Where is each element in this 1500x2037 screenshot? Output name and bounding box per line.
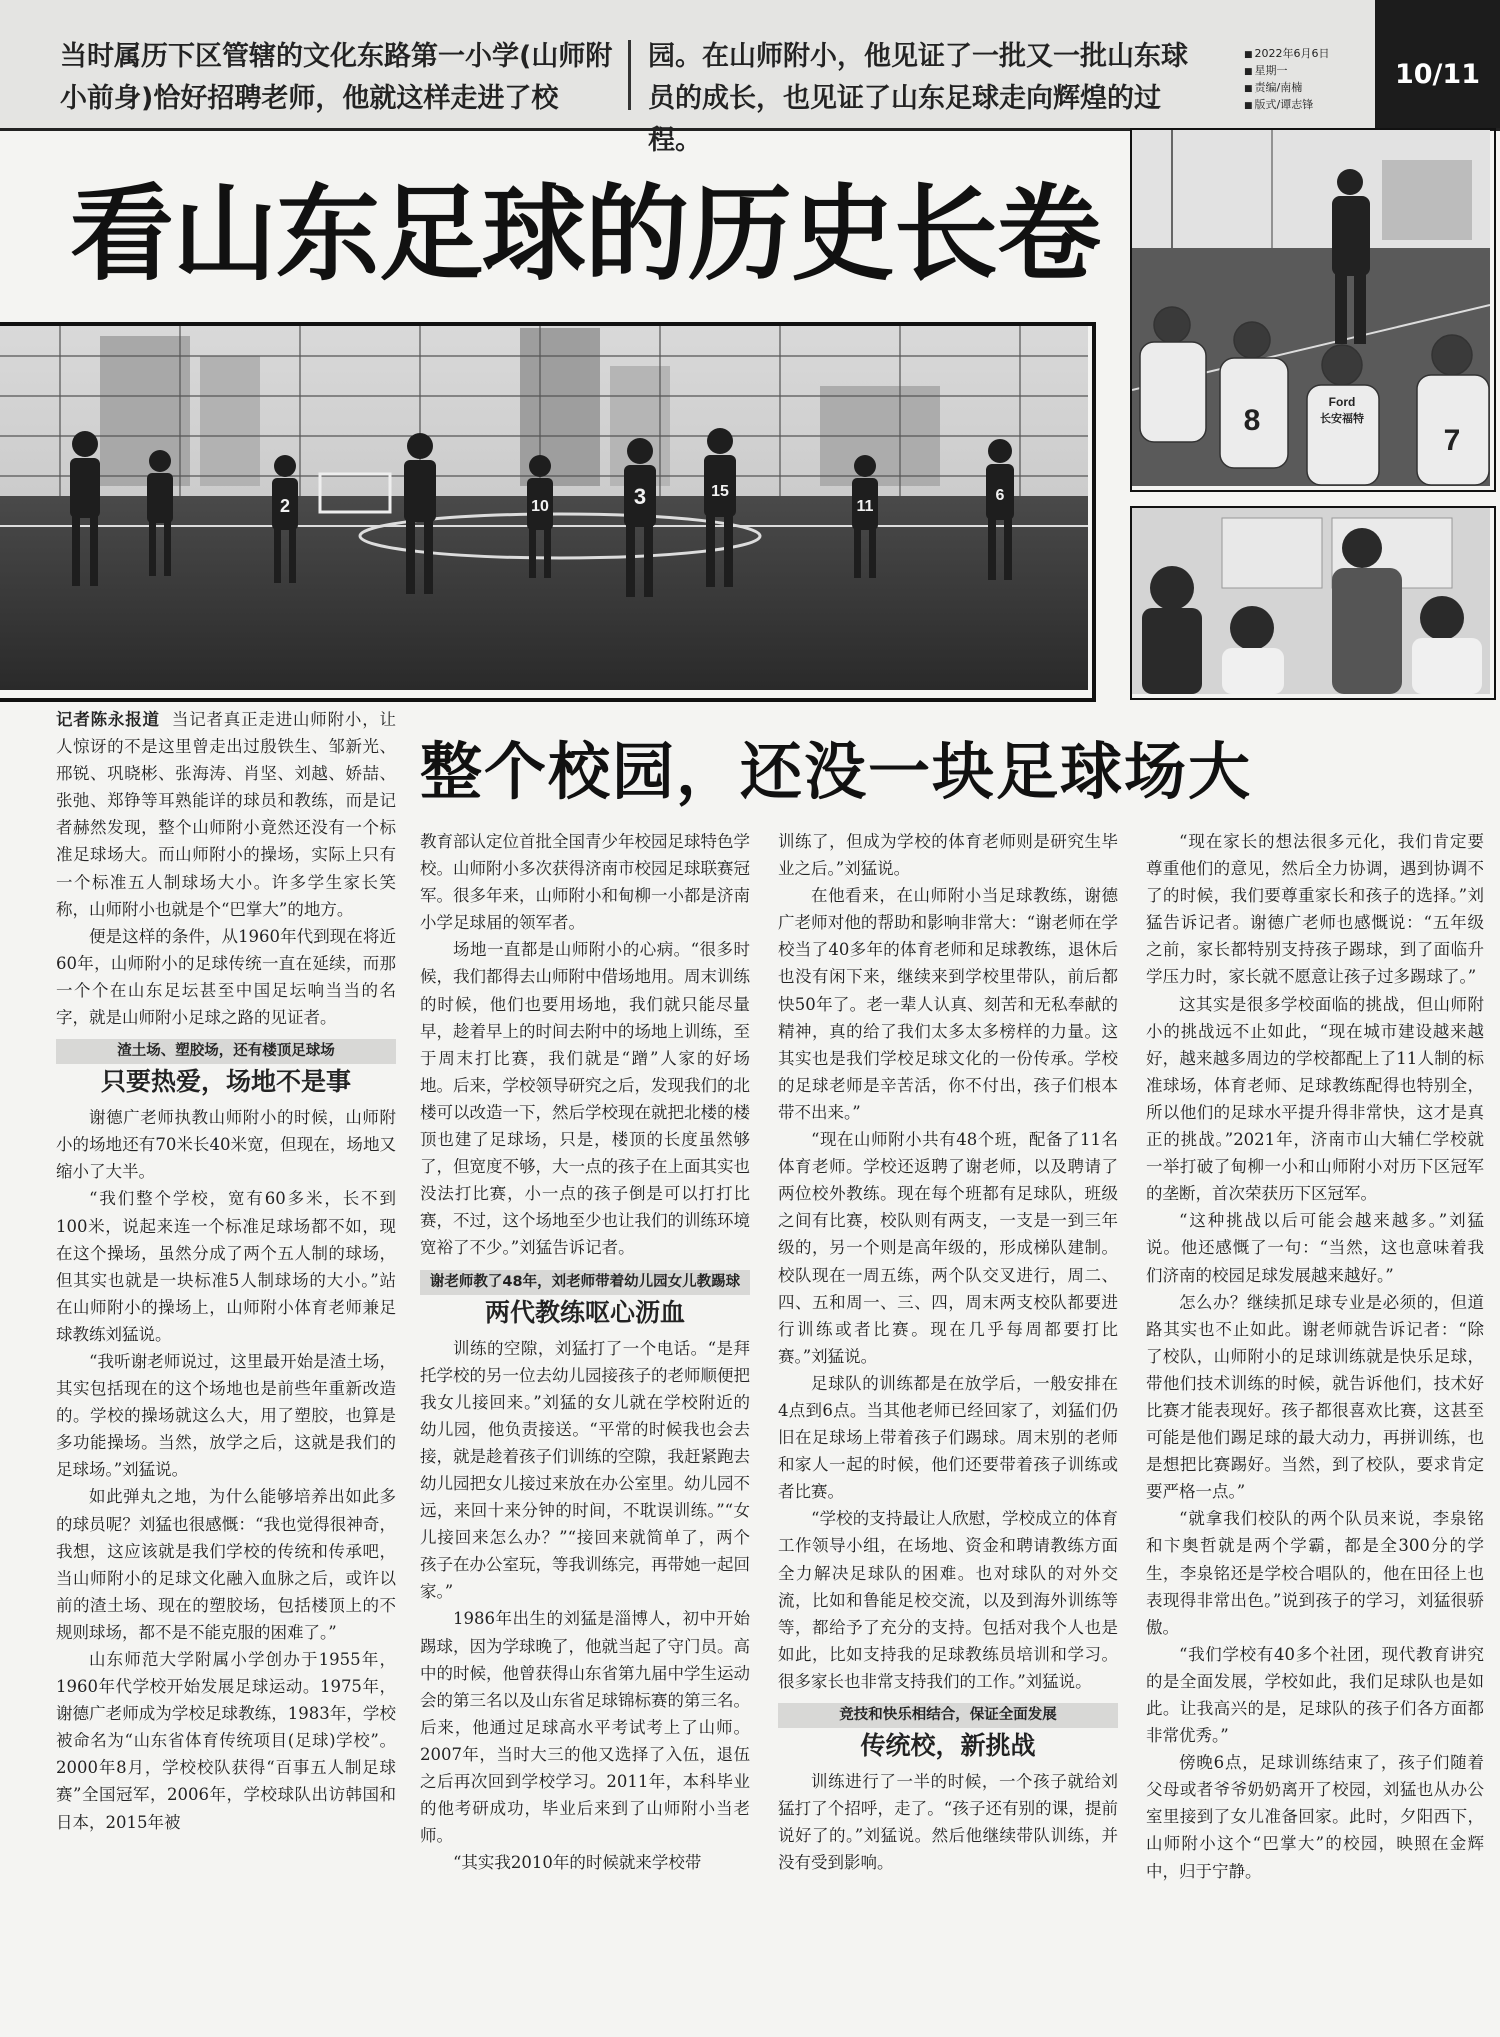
jersey-number: 2 [279, 496, 291, 516]
paragraph: 1986年出生的刘猛是淄博人，初中开始踢球，因为学球晚了，他就当起了守门员。高中的时候，他曾获得山东省第九届中学生运动会的第三名以及山东省足球锦标赛的第三名。后来，他通过足球高水平考试考上了山师。2007年，当时大三的他又选择了入伍，退伍之后再次回到学校学习。2011年，本科毕业的他考研成功，毕业后来到了山师附小当老师。 [420, 1609, 750, 1846]
paragraph: 记者陈永报道 当记者真正走进山师附小，让人惊讶的不是这里曾走出过殷铁生、邹新光、邢锐、巩晓彬、张海涛、肖坚、刘越、娇喆、张弛、郑铮等耳熟能详的球员和教练，而是记者赫然发现，整个山师附小竟然还没有一个标准足球场大。而山师附小的操场，实际上只有一个标准五人制球场大小。许多学生家长笑称，山师附小也就是个“巴掌大”的地方。 [56, 710, 397, 919]
paragraph: 教育部认定位首批全国青少年校园足球特色学校。山师附小多次获得济南市校园足球联赛冠军。很多年来，山师附小和甸柳一小都是济南小学足球届的领军者。 [420, 832, 750, 933]
paragraph: 便是这样的条件，从1960年代到现在将近60年，山师附小的足球传统一直在延续，而那一个个在山东足坛甚至中国足坛响当当的名字，就是山师附小足球之路的见证者。 [56, 926, 396, 1028]
paragraph: 如此弹丸之地，为什么能够培养出如此多的球员呢？刘猛也很感慨：“我也觉得很神奇，我想，这应该就是我们学校的传统和传承吧，当山师附小的足球文化融入血脉之后，或许以前的渣土场、现在的塑胶场，包括楼顶上的不规则球场，都不是不能克服的困难了。” [56, 1487, 396, 1642]
photo-rooftop-illustration [0, 326, 1088, 690]
article-column-2 [420, 828, 750, 1876]
shirt-sponsor: 长安福特 [1320, 413, 1364, 425]
page-number: 10/11 [1375, 0, 1500, 128]
article-column-4 [1146, 828, 1484, 1885]
paragraph: “现在家长的想法很多元化，我们肯定要尊重他们的意见，然后全力协调，遇到协调不了的时候，我们要尊重家长和孩子的选择。”刘猛告诉记者。谢德广老师也感慨说：“五年级之前，家长都特别支持孩子踢球，到了面临升学压力时，家长就不愿意让孩子过多踢球了。” [1146, 832, 1484, 987]
jersey-number: 8 [1243, 404, 1261, 437]
paragraph: 在他看来，在山师附小当足球教练，谢德广老师对他的帮助和影响非常大：“谢老师在学校当了40多年的体育老师和足球教练，退休后也没有闲下来，继续来到学校里带队，前后都快50年了。老一辈人认真、刻苦和无私奉献的精神，真的给了我们太多太多榜样的力量。这其实也是我们学校足球文化的一份传承。学校的足球老师是辛苦活，你不付出，孩子们根本带不出来。” [778, 886, 1118, 1122]
paragraph: “学校的支持最让人欣慰，学校成立的体育工作领导小组，在场地、资金和聘请教练方面全力解决足球队的困难。也对球队的对外交流，比如和鲁能足校交流，以及到海外训练等等，都给予了充分的支持。包括对我个人也是如此，比如支持我的足球教练员培训和学习。很多家长也非常支持我们的工作。”刘猛说。 [778, 1509, 1118, 1691]
page-title: 看山东足球的历史长卷 [70, 173, 1101, 295]
paragraph: “其实我2010年的时候就来学校带 [453, 1853, 702, 1873]
teaser-divider [628, 40, 631, 110]
issue-layout: ■ 版式/谭志锋 [1244, 97, 1374, 114]
teaser-left: 当时属历下区管辖的文化东路第一小学(山师附小前身)恰好招聘老师，他就这样走进了校 [60, 41, 613, 114]
photo-closeup-illustration [1132, 508, 1490, 694]
paragraph: “这种挑战以后可能会越来越多。”刘猛说。他还感慨了一句：“当然，这也意味着我们济南的校园足球发展越来越好。” [1146, 1211, 1484, 1285]
section-kicker: 竞技和快乐相结合，保证全面发展 [778, 1703, 1118, 1728]
top-banner [0, 0, 1500, 156]
section-title: 两代教练呕心沥血 [484, 1297, 685, 1327]
photo-coach-illustration [1132, 130, 1490, 486]
jersey-number: 10 [531, 498, 549, 515]
article-subheadline: 整个校园，还没一块足球场大 [420, 735, 1253, 808]
paragraph: 训练进行了一半的时候，一个孩子就给刘猛打了个招呼，走了。“孩子还有别的课，提前说好了的。”刘猛说。然后他继续带队训练，并没有受到影响。 [778, 1772, 1118, 1873]
paragraph: “我们整个学校，宽有60多米，长不到100米，说起来连一个标准足球场都不如，现在这个操场，虽然分成了两个五人制的球场，但其实也就是一块标准5人制球场的大小。”站在山师附小的操场上，山师附小体育老师兼足球教练刘猛说。 [56, 1189, 396, 1344]
paragraph: 足球队的训练都是在放学后，一般安排在4点到6点。当其他老师已经回家了，刘猛们仍旧在足球场上带着孩子们踢球。周末别的老师和家人一起的时候，他们还要带着孩子训练或者比赛。 [778, 1373, 1118, 1502]
paragraph: 训练了，但成为学校的体育老师则是研究生毕业之后。”刘猛说。 [778, 832, 1118, 879]
photo-rooftop-training [0, 322, 1096, 702]
paragraph: 训练的空隙，刘猛打了一个电话。“是拜托学校的另一位去幼儿园接孩子的老师顺便把我女儿接回来。”刘猛的女儿就在学校附近的幼儿园，他负责接送。“平常的时候我也会去接，就是趁着孩子们训练的空隙，我赶紧跑去幼儿园把女儿接过来放在办公室里。幼儿园不远，来回十来分钟的时间，不耽误训练。”“女儿接回来怎么办？”“接回来就简单了，两个孩子在办公室玩，等我训练完，再带她一起回家。” [420, 1338, 750, 1602]
teaser-right: 园。在山师附小，他见证了一批又一批山东球员的成长，也见证了山东足球走向辉煌的过程。 [648, 41, 1188, 156]
jersey-number: 6 [995, 487, 1005, 504]
jersey-number: 11 [856, 498, 874, 515]
paragraph: 怎么办？继续抓足球专业是必须的，但道路其实也不止如此。谢老师就告诉记者：“除了校队，山师附小的足球训练就是快乐足球，带他们技术训练的时候，就告诉他们，技术好比赛才能表现好。孩子都很喜欢比赛，这甚至可能是他们踢足球的最大动力，再拼训练，也是想把比赛踢好。当然，到了校队，要求肯定要严格一点。” [1146, 1292, 1484, 1502]
jersey-number: 3 [633, 484, 647, 509]
jersey-number: 7 [1443, 424, 1461, 457]
paragraph: 场地一直都是山师附小的心病。“很多时候，我们都得去山师附中借场地用。周末训练的时候，他们也要用场地，我们就只能尽量早，趁着早上的时间去附中的场地上训练，至于周末打比赛，我们就是“蹭”人家的好场地。后来，学校领导研究之后，发现我们的北楼可以改造一下，然后学校现在就把北楼的楼顶也建了足球场，只是，楼顶的长度虽然够了，但宽度不够，大一点的孩子在上面其实也没法打比赛，小一点的孩子倒是可以打打比赛，不过，这个场地至少也让我们的训练环境宽裕了不少。”刘猛告诉记者。 [420, 940, 750, 1258]
article-column-1 [56, 706, 396, 1836]
paragraph: 傍晚6点，足球训练结束了，孩子们随着父母或者爷爷奶奶离开了校园，刘猛也从办公室里接到了女儿准备回家。此时，夕阳西下，山师附小这个“巴掌大”的校园，映照在金辉中，归于宁静。 [1146, 1753, 1484, 1881]
paragraph: 这其实是很多学校面临的挑战，但山师附小的挑战远不止如此，“现在城市建设越来越好，越来越多周边的学校都配上了11人制的标准球场，体育老师、足球教练配得也特别全，所以他们的足球水平提升得非常快，这才是真正的挑战。”2021年，济南市山大辅仁学校就一举打破了甸柳一小和山师附小对历下区冠军的垄断，首次荣获历下区冠军。 [1146, 994, 1484, 1204]
shirt-brand: Ford [1328, 395, 1356, 409]
section-kicker: 渣土场、塑胶场，还有楼顶足球场 [56, 1039, 396, 1064]
paragraph: “我听谢老师说过，这里最开始是渣土场，其实包括现在的这个场地也是前些年重新改造的。学校的操场就这么大，用了塑胶，也算是多功能操场。当然，放学之后，这就是我们的足球场。”刘猛说。 [56, 1351, 396, 1480]
paragraph: “我们学校有40多个社团，现代教育讲究的是全面发展，学校如此，我们足球队也是如此。让我高兴的是，足球队的孩子们各方面都非常优秀。” [1146, 1644, 1484, 1746]
section-kicker: 谢老师教了48年，刘老师带着幼儿园女儿教踢球 [420, 1270, 750, 1295]
issue-weekday: ■ 星期一 [1244, 63, 1374, 80]
section-title: 只要热爱，场地不是事 [100, 1067, 351, 1097]
issue-editor: ■ 责编/南楠 [1244, 80, 1374, 97]
photo-coach-closeup [1130, 506, 1496, 700]
paragraph: 山东师范大学附属小学创办于1955年，1960年代学校开始发展足球运动。1975年，谢德广老师成为学校足球教练，1983年，学校被命名为“山东省体育传统项目(足球)学校”。2000年8月，学校校队获得“百事五人制足球赛”全国冠军，2006年，学校球队出访韩国和日本，2015年被 [56, 1650, 396, 1832]
jersey-number: 15 [711, 483, 729, 500]
section-heading [420, 1270, 750, 1331]
byline: 记者陈永报道 [56, 710, 160, 729]
article-column-3 [778, 828, 1118, 1876]
section-heading [56, 1039, 396, 1100]
photo-coach-talk [1130, 128, 1496, 492]
paragraph: 谢德广老师执教山师附小的时候，山师附小的场地还有70米长40米宽，但现在，场地又缩小了大半。 [56, 1108, 396, 1182]
paragraph: “就拿我们校队的两个队员来说，李泉铭和卞奥哲就是两个学霸，都是全300分的学生，李泉铭还是学校合唱队的，他在田径上也表现得非常出色。”说到孩子的学习，刘猛很骄傲。 [1146, 1509, 1484, 1637]
paragraph: “现在山师附小共有48个班，配备了11名体育老师。学校还返聘了谢老师，以及聘请了两位校外教练。现在每个班都有足球队，班级之间有比赛，校队则有两支，一支是一到三年级的，另一个则是高年级的，形成梯队建制。校队现在一周五练，两个队交叉进行，周二、四、五和周一、三、四，周末两支校队都要进行训练或者比赛。现在几乎每周都要打比赛。”刘猛说。 [778, 1130, 1118, 1366]
issue-meta [1244, 46, 1374, 114]
issue-date: ■ 2022年6月6日 [1244, 46, 1374, 63]
section-heading [778, 1703, 1118, 1764]
section-title: 传统校，新挑战 [860, 1731, 1036, 1760]
